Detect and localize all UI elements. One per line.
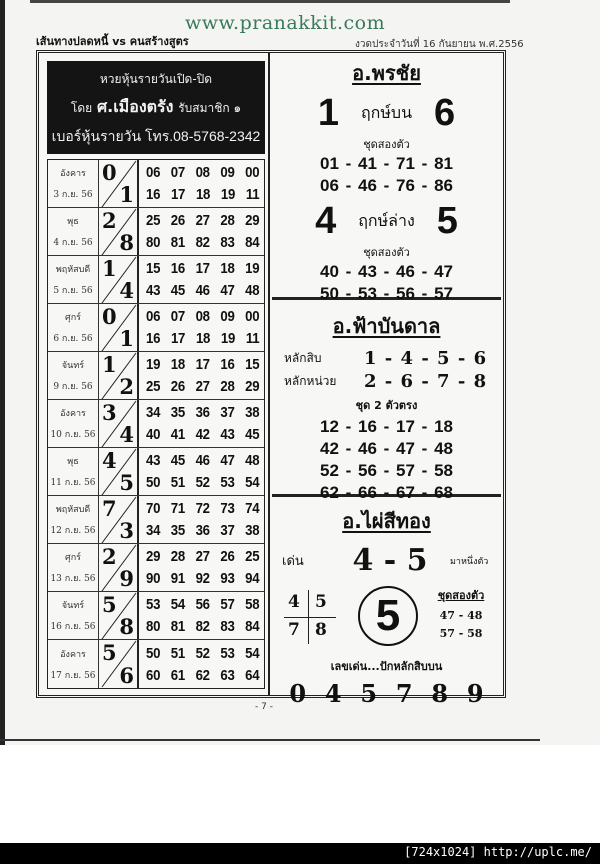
number-cell: 52 — [195, 644, 210, 662]
day-date: 9 ก.ย. 56 — [53, 381, 93, 392]
numbers-cell — [139, 496, 264, 543]
lower-combo: 40 - 43 - 46 - 47 — [320, 262, 453, 281]
table-row — [48, 400, 264, 448]
day-cell — [48, 448, 99, 495]
number-cell: 94 — [245, 569, 260, 587]
day-date: 17 ก.ย. 56 — [50, 670, 96, 681]
numbers-line — [146, 522, 259, 539]
number-cell: 11 — [245, 329, 260, 347]
day-name: จันทร์ — [61, 601, 85, 612]
number-cell: 36 — [195, 521, 210, 539]
combo-sub: ชุด 2 ตัวตรง — [355, 399, 418, 412]
column-title: เส้นทางปลดหนี้ vs คนสร้างสูตร — [36, 35, 189, 48]
numbers-cell — [139, 544, 264, 591]
number-cell: 81 — [170, 617, 185, 635]
number-cell: 19 — [220, 185, 236, 203]
numbers-line — [146, 548, 259, 565]
quad-digit: 5 — [315, 592, 327, 612]
upper-row — [272, 93, 501, 133]
number-cell: 43 — [220, 425, 235, 443]
day-date: 10 ก.ย. 56 — [50, 429, 96, 440]
day-name: อังคาร — [60, 409, 86, 420]
promo-banner — [47, 61, 265, 154]
top-digit: 4 — [102, 448, 117, 473]
number-cell: 41 — [170, 425, 185, 443]
day-name: ศุกร์ — [65, 313, 81, 324]
tens-row — [272, 348, 501, 369]
day-date: 11 ก.ย. 56 — [50, 477, 96, 488]
number-cell: 62 — [195, 666, 210, 684]
number-cell: 15 — [245, 356, 260, 374]
table-row — [48, 496, 264, 544]
day-date: 3 ก.ย. 56 — [53, 189, 93, 200]
digit-quad — [284, 590, 336, 644]
digit-pair-cell — [99, 544, 139, 591]
day-date: 5 ก.ย. 56 — [53, 285, 93, 296]
lead-row — [272, 543, 501, 578]
bottom-digit: 4 — [119, 422, 134, 447]
number-cell: 25 — [245, 548, 260, 566]
bottom-digit: 8 — [119, 614, 134, 639]
quad-digit: 4 — [288, 592, 300, 612]
number-cell: 84 — [245, 233, 260, 251]
final-digit: 8 — [431, 679, 449, 708]
day-cell — [48, 352, 99, 399]
number-cell: 16 — [146, 329, 161, 347]
bottom-digit: 5 — [119, 470, 134, 495]
section-fabandan — [272, 302, 501, 502]
day-cell — [48, 304, 99, 351]
numbers-line — [146, 404, 259, 421]
quad-divider — [284, 617, 336, 618]
column-divider — [268, 53, 270, 695]
number-cell: 45 — [245, 425, 260, 443]
day-name: พฤหัสบดี — [55, 505, 91, 516]
combo-line: 52 - 56 - 57 - 58 — [320, 461, 453, 480]
table-row — [48, 448, 264, 496]
number-cell: 61 — [170, 666, 185, 684]
day-name: พุธ — [67, 217, 79, 228]
page-number: - 7 - — [255, 702, 273, 712]
combo-line: 42 - 46 - 47 - 48 — [320, 439, 453, 458]
upper-sub: ชุดสองตัว — [363, 138, 410, 151]
top-digit: 3 — [102, 400, 117, 425]
number-cell: 36 — [195, 404, 210, 422]
digit-pair-cell — [99, 400, 139, 447]
number-cell: 73 — [220, 500, 235, 518]
page-bottom-rule — [0, 739, 540, 741]
number-cell: 28 — [220, 212, 235, 230]
number-cell: 29 — [245, 212, 260, 230]
top-digit: 1 — [102, 256, 117, 281]
number-cell: 29 — [245, 377, 260, 395]
number-cell: 26 — [220, 548, 235, 566]
day-cell — [48, 160, 99, 207]
number-cell: 07 — [170, 308, 185, 326]
number-cell: 26 — [170, 377, 185, 395]
number-cell: 51 — [170, 473, 185, 491]
lead-value: 4 - 5 — [352, 543, 428, 578]
day-name: อังคาร — [60, 649, 86, 660]
section-title: อ.ไผ่สีทอง — [342, 509, 431, 533]
table-row — [48, 208, 264, 256]
top-digit: 0 — [102, 160, 117, 185]
number-cell: 18 — [220, 260, 235, 278]
number-cell: 53 — [220, 644, 235, 662]
pairs-title: ชุดสองตัว — [437, 589, 485, 602]
number-cell: 58 — [245, 596, 260, 614]
number-cell: 82 — [195, 617, 210, 635]
bottom-digit: 1 — [119, 182, 134, 207]
lower-left-digit: 4 — [315, 200, 337, 242]
highlight-row — [272, 582, 501, 657]
numbers-cell — [139, 640, 264, 688]
banner-by: โดย — [70, 101, 93, 115]
numbers-line — [146, 164, 259, 181]
scan-edge-left — [0, 0, 5, 745]
numbers-line — [146, 356, 259, 373]
numbers-line — [146, 282, 259, 299]
numbers-line — [146, 452, 259, 469]
day-name: พฤหัสบดี — [55, 265, 91, 276]
pair-value: 47 - 48 — [439, 609, 483, 622]
stock-lottery-column — [44, 58, 267, 690]
number-cell: 74 — [245, 500, 260, 518]
number-cell: 37 — [220, 404, 235, 422]
digit-pair-cell — [99, 304, 139, 351]
numbers-cell — [139, 160, 264, 207]
final-digit: 7 — [395, 679, 413, 708]
number-cell: 93 — [220, 569, 235, 587]
number-cell: 16 — [170, 260, 185, 278]
final-digit: 9 — [466, 679, 484, 708]
digit-pair-cell — [99, 352, 139, 399]
number-cell: 15 — [146, 260, 161, 278]
number-cell: 26 — [170, 212, 185, 230]
number-cell: 06 — [146, 308, 161, 326]
number-cell: 54 — [245, 473, 260, 491]
number-cell: 43 — [146, 452, 161, 470]
numbers-cell — [139, 304, 264, 351]
number-cell: 80 — [146, 617, 161, 635]
digit-pair-cell — [99, 208, 139, 255]
table-row — [48, 256, 264, 304]
bottom-digit: 9 — [119, 566, 134, 591]
number-cell: 37 — [220, 521, 235, 539]
numbers-cell — [139, 400, 264, 447]
day-name: จันทร์ — [61, 361, 85, 372]
section-pornchai — [272, 55, 501, 303]
number-cell: 00 — [245, 164, 260, 182]
number-cell: 09 — [220, 308, 235, 326]
top-digit: 2 — [102, 544, 117, 569]
day-name: อังคาร — [60, 169, 86, 180]
number-cell: 64 — [245, 666, 260, 684]
bottom-digit: 3 — [119, 518, 134, 543]
stock-results-table — [47, 159, 265, 689]
numbers-line — [146, 645, 259, 662]
number-cell: 27 — [195, 212, 210, 230]
lower-combo: 50 - 53 - 56 - 57 — [320, 284, 453, 303]
number-cell: 45 — [170, 452, 185, 470]
units-label: หลักหน่วย — [284, 374, 337, 388]
lower-sub: ชุดสองตัว — [363, 246, 410, 259]
number-cell: 53 — [220, 473, 235, 491]
number-cell: 46 — [195, 281, 210, 299]
number-cell: 27 — [195, 548, 210, 566]
number-cell: 80 — [146, 233, 161, 251]
day-date: 16 ก.ย. 56 — [50, 621, 96, 632]
number-cell: 48 — [245, 452, 260, 470]
number-cell: 16 — [220, 356, 235, 374]
main-frame — [36, 50, 506, 708]
upper-combo: 06 - 46 - 76 - 86 — [320, 176, 453, 195]
number-cell: 71 — [170, 500, 185, 518]
number-cell: 11 — [245, 185, 260, 203]
banner-author — [47, 95, 265, 120]
day-cell — [48, 400, 99, 447]
number-cell: 34 — [146, 404, 161, 422]
number-cell: 06 — [146, 164, 161, 182]
combo-line: 62 - 66 - 67 - 68 — [320, 483, 453, 502]
number-cell: 38 — [245, 404, 260, 422]
banner-name: ศ.เมืองตรัง — [96, 97, 174, 116]
top-digit: 0 — [102, 304, 117, 329]
day-name: ศุกร์ — [65, 553, 81, 564]
pair-value: 57 - 58 — [439, 627, 483, 640]
number-cell: 46 — [195, 452, 210, 470]
number-cell: 18 — [195, 185, 211, 203]
bottom-digit: 6 — [119, 663, 134, 688]
number-cell: 25 — [146, 212, 161, 230]
number-cell: 54 — [170, 596, 185, 614]
numbers-cell — [139, 208, 264, 255]
number-cell: 63 — [220, 666, 235, 684]
banner-phone: เบอร์หุ้นรายวัน โทร.08-5768-2342 — [51, 128, 261, 144]
top-digit: 5 — [102, 592, 117, 617]
number-cell: 19 — [220, 329, 236, 347]
number-cell: 91 — [170, 569, 185, 587]
numbers-line — [146, 474, 259, 491]
top-digit: 5 — [102, 640, 117, 665]
quad-digit: 7 — [288, 620, 300, 640]
number-cell: 90 — [146, 569, 161, 587]
number-cell: 51 — [170, 644, 185, 662]
table-row — [48, 640, 264, 688]
final-digit: 0 — [289, 679, 307, 708]
watermark-url: www.pranakkit.com — [185, 12, 386, 34]
number-cell: 50 — [146, 644, 161, 662]
tens-label: หลักสิบ — [284, 351, 322, 365]
numbers-cell — [139, 448, 264, 495]
upper-right-digit: 6 — [434, 92, 456, 134]
number-cell: 08 — [195, 308, 210, 326]
pairs-box — [426, 586, 496, 640]
number-cell: 25 — [146, 377, 161, 395]
number-cell: 60 — [146, 666, 161, 684]
numbers-line — [146, 260, 259, 277]
number-cell: 43 — [146, 281, 161, 299]
number-cell: 28 — [170, 548, 185, 566]
day-cell — [48, 640, 99, 688]
numbers-line — [146, 212, 259, 229]
numbers-line — [146, 426, 259, 443]
final-digit: 5 — [360, 679, 378, 708]
day-cell — [48, 592, 99, 639]
bottom-digit: 1 — [119, 326, 134, 351]
final-digits — [272, 679, 501, 708]
blank-margin — [0, 745, 600, 825]
number-cell: 84 — [245, 617, 260, 635]
lower-row — [272, 201, 501, 241]
number-cell: 42 — [195, 425, 210, 443]
day-date: 6 ก.ย. 56 — [53, 333, 93, 344]
number-cell: 82 — [195, 233, 210, 251]
banner-title: หวยหุ้นรายวันเปิด-ปิด — [99, 72, 213, 86]
numbers-line — [146, 618, 259, 635]
upper-label: ฤกษ์บน — [360, 102, 412, 122]
number-cell: 40 — [146, 425, 161, 443]
number-cell: 83 — [220, 233, 235, 251]
banner-members: รับสมาชิก ๑ — [178, 101, 242, 115]
draw-date: งวดประจำวันที่ 16 กันยายน พ.ศ.2556 — [355, 39, 524, 50]
number-cell: 54 — [245, 644, 260, 662]
day-name: พุธ — [67, 457, 79, 468]
hint-text: เลขเด่น...ปักหลักสิบบน — [330, 660, 443, 673]
upper-combo: 01 - 41 - 71 - 81 — [320, 154, 453, 173]
number-cell: 16 — [146, 185, 161, 203]
day-date: 12 ก.ย. 56 — [50, 525, 96, 536]
number-cell: 92 — [195, 569, 210, 587]
number-cell: 19 — [245, 260, 260, 278]
day-date: 4 ก.ย. 56 — [53, 237, 93, 248]
number-cell: 35 — [170, 404, 185, 422]
circled-digit: 5 — [358, 586, 418, 646]
day-cell — [48, 208, 99, 255]
day-cell — [48, 256, 99, 303]
number-cell: 57 — [220, 596, 235, 614]
number-cell: 07 — [170, 164, 185, 182]
number-cell: 50 — [146, 473, 161, 491]
number-cell: 81 — [170, 233, 185, 251]
digit-pair-cell — [99, 640, 139, 688]
number-cell: 29 — [146, 548, 161, 566]
numbers-line — [146, 378, 259, 395]
quad-digit: 8 — [315, 620, 327, 640]
numbers-line — [146, 500, 259, 517]
number-cell: 48 — [245, 281, 260, 299]
number-cell: 83 — [220, 617, 235, 635]
number-cell: 38 — [245, 521, 260, 539]
numbers-line — [146, 308, 259, 325]
numbers-cell — [139, 256, 264, 303]
number-cell: 08 — [195, 164, 210, 182]
number-cell: 47 — [220, 281, 235, 299]
number-cell: 09 — [220, 164, 235, 182]
upper-left-digit: 1 — [317, 92, 339, 134]
number-cell: 18 — [195, 329, 211, 347]
numbers-line — [146, 330, 259, 347]
day-cell — [48, 496, 99, 543]
number-cell: 70 — [146, 500, 161, 518]
numbers-line — [146, 234, 259, 251]
section-phaisithong — [272, 499, 501, 708]
bottom-digit: 4 — [119, 278, 134, 303]
top-digit: 2 — [102, 208, 117, 233]
number-cell: 47 — [220, 452, 235, 470]
number-cell: 17 — [170, 329, 186, 347]
bottom-digit: 2 — [119, 374, 134, 399]
digit-pair-cell — [99, 496, 139, 543]
digit-pair-cell — [99, 448, 139, 495]
digit-pair-cell — [99, 160, 139, 207]
final-digit: 4 — [324, 679, 342, 708]
lead-label: เด่น — [282, 554, 304, 569]
table-row — [48, 160, 264, 208]
combo-line: 12 - 16 - 17 - 18 — [320, 417, 453, 436]
number-cell: 27 — [195, 377, 210, 395]
number-cell: 34 — [146, 521, 161, 539]
number-cell: 17 — [195, 356, 210, 374]
footer-link[interactable]: [724x1024] http://uplc.me/ — [404, 845, 592, 859]
section-title: อ.ฟ้าบันดาล — [332, 314, 441, 338]
number-cell: 52 — [195, 473, 210, 491]
top-digit: 7 — [102, 496, 117, 521]
number-cell: 18 — [170, 356, 185, 374]
day-date: 13 ก.ย. 56 — [50, 573, 96, 584]
number-cell: 45 — [170, 281, 185, 299]
units-row — [272, 371, 501, 392]
day-cell — [48, 544, 99, 591]
quad-divider — [308, 590, 309, 644]
number-cell: 00 — [245, 308, 260, 326]
numbers-line — [146, 667, 259, 684]
units-value: 2 - 6 - 7 - 8 — [364, 371, 488, 392]
number-cell: 17 — [195, 260, 210, 278]
numbers-cell — [139, 352, 264, 399]
lower-right-digit: 5 — [436, 200, 458, 242]
table-row — [48, 592, 264, 640]
number-cell: 56 — [195, 596, 210, 614]
tens-value: 1 - 4 - 5 - 6 — [364, 348, 488, 369]
digit-pair-cell — [99, 592, 139, 639]
lower-label: ฤกษ์ล่าง — [358, 210, 415, 230]
table-row — [48, 352, 264, 400]
number-cell: 35 — [170, 521, 185, 539]
table-row — [48, 304, 264, 352]
top-digit: 1 — [102, 352, 117, 377]
lead-note: มาหนึ่งตัว — [450, 556, 489, 567]
table-row — [48, 544, 264, 592]
number-cell: 28 — [220, 377, 235, 395]
number-cell: 53 — [146, 596, 161, 614]
number-cell: 17 — [170, 185, 186, 203]
section-title: อ.พรชัย — [352, 61, 421, 85]
digit-pair-cell — [99, 256, 139, 303]
scan-edge-top — [30, 0, 510, 3]
numbers-line — [146, 596, 259, 613]
numbers-cell — [139, 592, 264, 639]
numbers-line — [146, 186, 259, 203]
bottom-digit: 8 — [119, 230, 134, 255]
number-cell: 19 — [146, 356, 161, 374]
number-cell: 72 — [195, 500, 210, 518]
numbers-line — [146, 570, 259, 587]
